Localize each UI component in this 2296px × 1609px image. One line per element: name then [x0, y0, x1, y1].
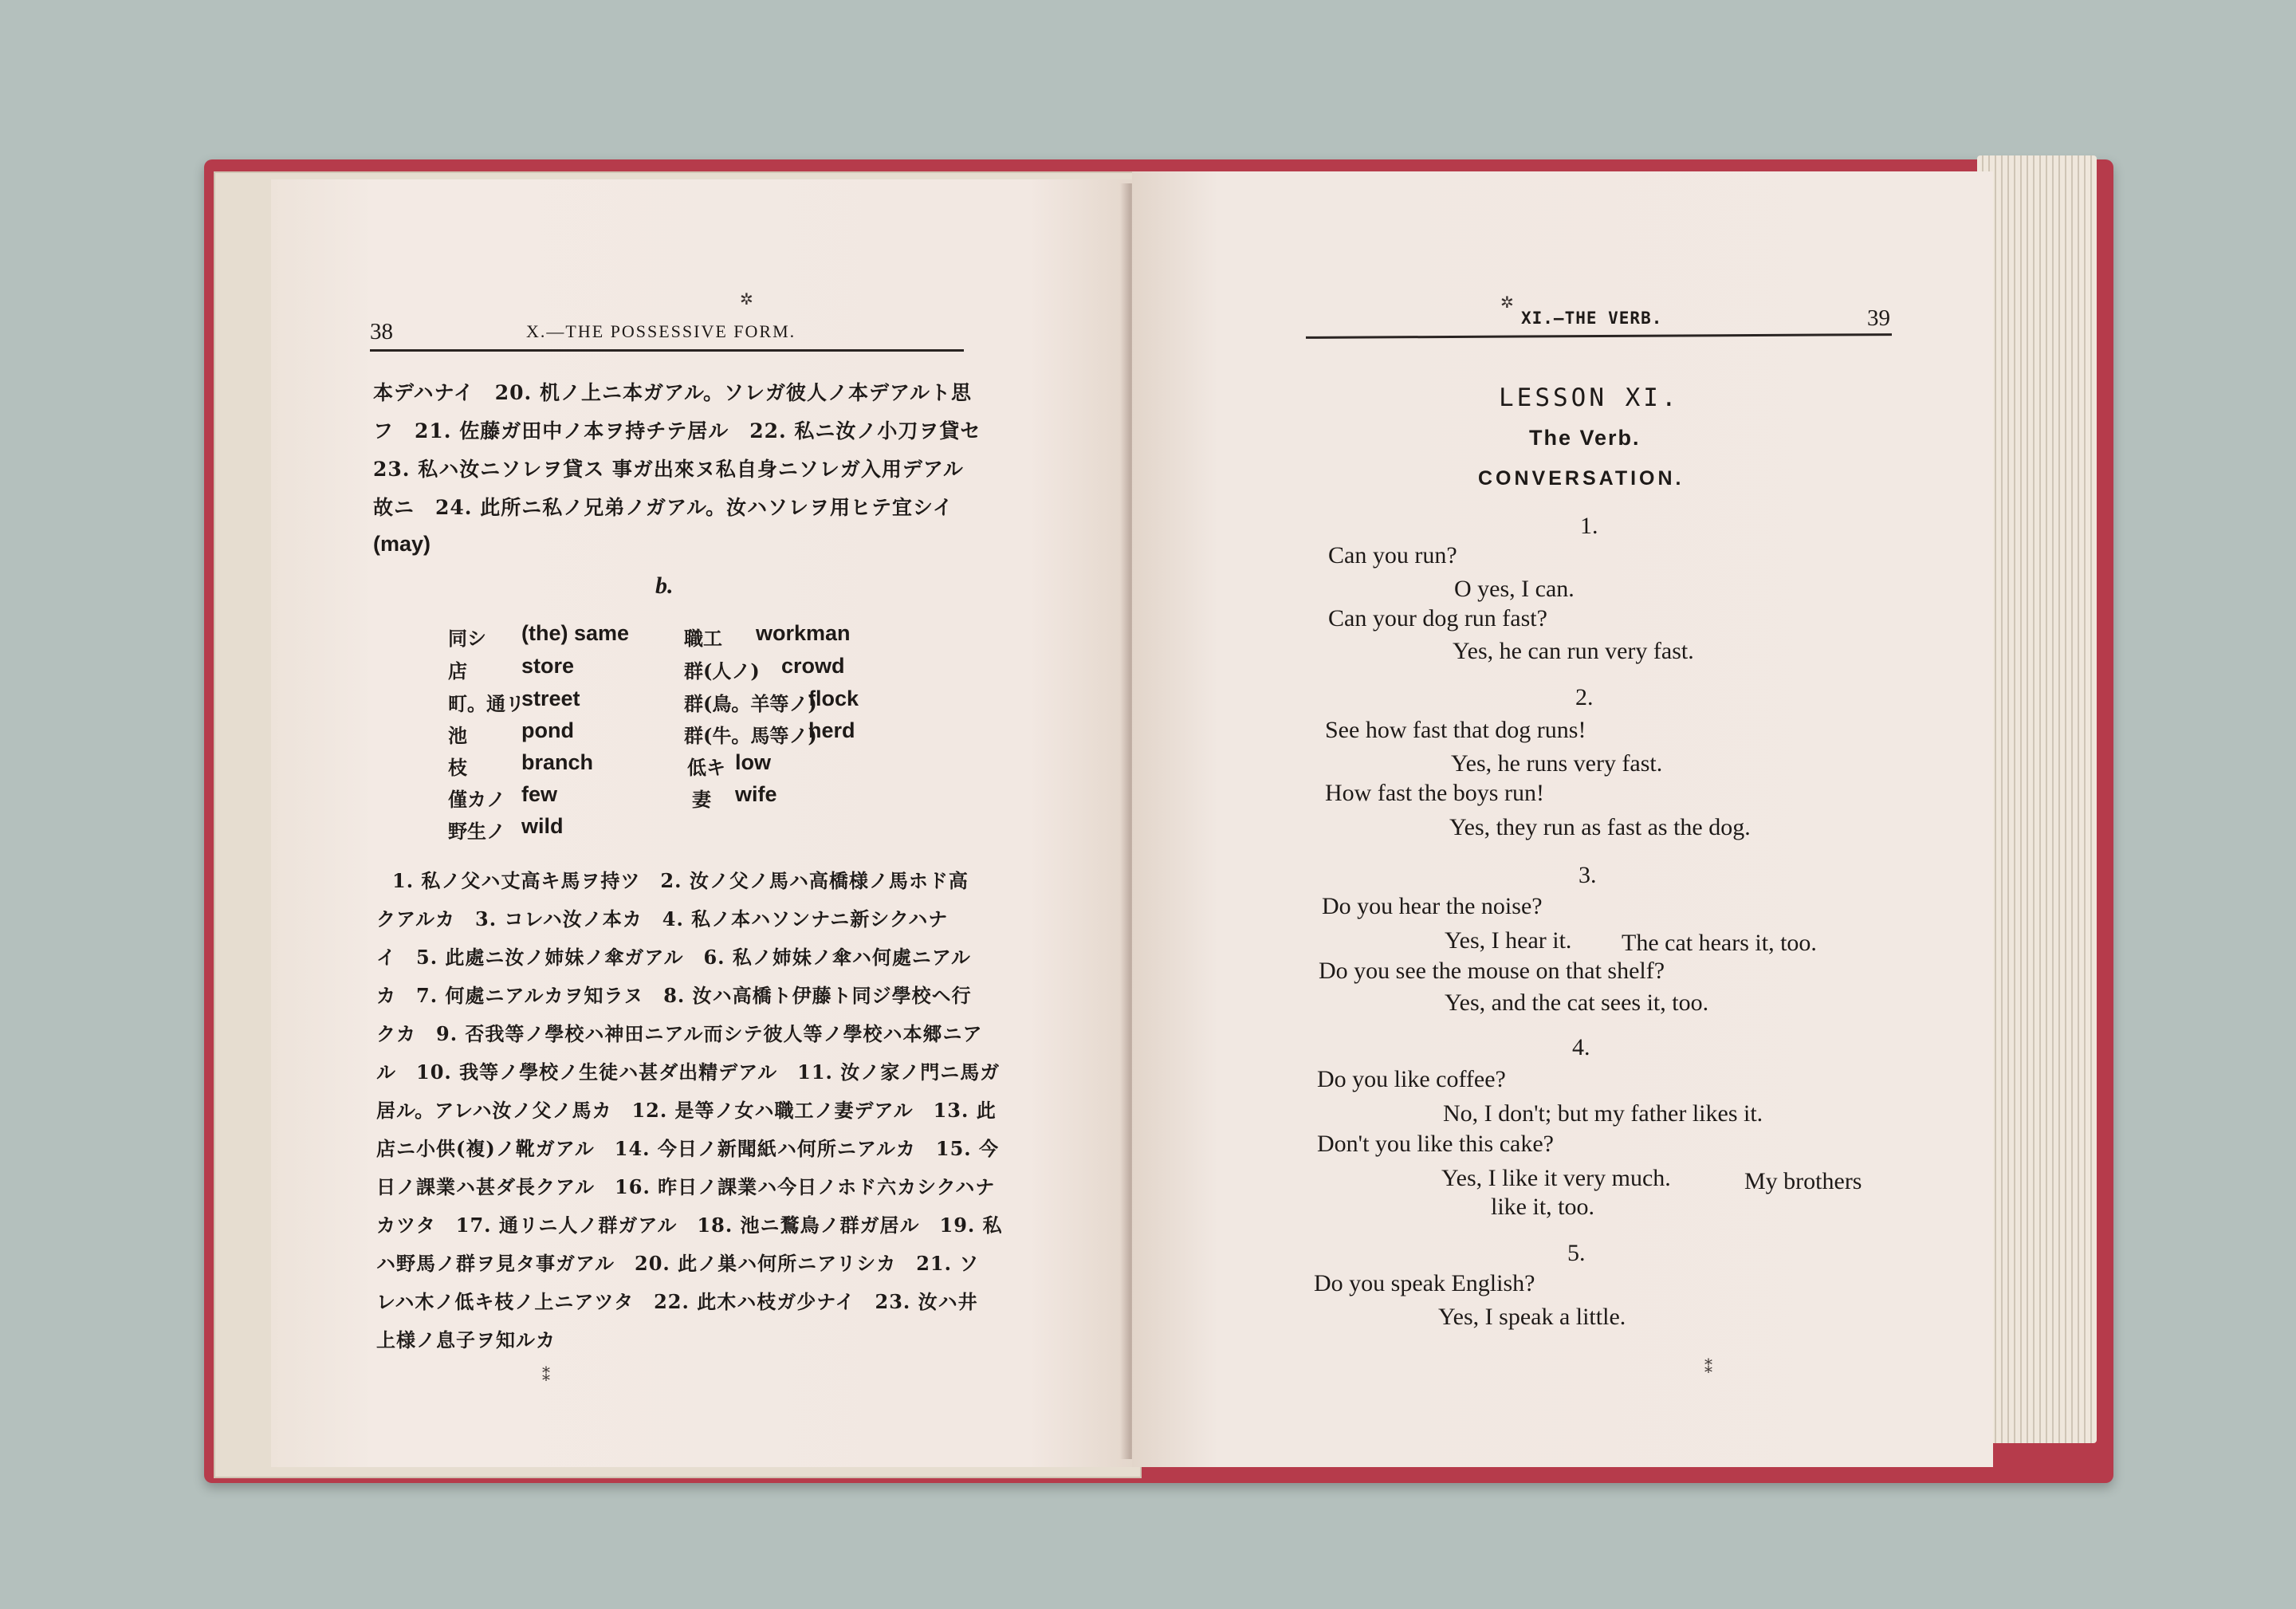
running-head: XI.—THE VERB. [1521, 309, 1663, 328]
text-line: 23. 私ハ汝ニソレヲ貸ス 事ガ出來ヌ私自身ニソレガ入用デアル [373, 458, 964, 481]
dialogue-line: Do you like coffee? [1317, 1066, 1506, 1092]
ink-speck: ⁑ [1704, 1359, 1712, 1377]
dialogue-line: like it, too. [1491, 1194, 1594, 1220]
vocab-jp: 群(牛。馬等ノ) [684, 724, 817, 747]
dialogue-line: No, I don't; but my father likes it. [1443, 1100, 1763, 1127]
exercise-line: クアルカ 3. コレハ汝ノ本カ 4. 私ノ本ハソンナニ新シクハナ [376, 907, 949, 930]
exercise-line: ル 10. 我等ノ學校ノ生徒ハ甚ダ出精デアル 11. 汝ノ家ノ門ニ馬ガ [376, 1060, 1001, 1084]
dialogue-line: Do you see the mouse on that shelf? [1319, 958, 1665, 984]
exchange-number: 5. [1567, 1240, 1586, 1266]
vocab-jp: 同シ [448, 627, 486, 650]
exercise-line: カ 7. 何處ニアルカヲ知ラヌ 8. 汝ハ高橋ト伊藤ト同ジ學校ヘ行 [376, 984, 972, 1007]
vocab-en: workman [756, 621, 851, 645]
vocab-jp: 僅カノ [448, 788, 505, 811]
exchange-number: 2. [1575, 684, 1594, 710]
exercise-line: 居ル。アレハ汝ノ父ノ馬カ 12. 是等ノ女ハ職工ノ妻デアル 13. 此 [376, 1099, 997, 1122]
section-title: CONVERSATION. [1478, 467, 1685, 490]
vocab-en: wild [521, 814, 564, 838]
dialogue-line: Do you hear the noise? [1322, 893, 1543, 919]
dialogue-line: The cat hears it, too. [1622, 930, 1817, 956]
text-line: 故ニ 24. 此所ニ私ノ兄弟ノガアル。汝ハソレヲ用ヒテ宜シイ [373, 496, 953, 519]
dialogue-line: How fast the boys run! [1325, 780, 1544, 806]
exercise-line: 日ノ課業ハ甚ダ長クアル 16. 昨日ノ課業ハ今日ノホド六カシクハナ [376, 1175, 996, 1198]
exercise-line: 1. 私ノ父ハ丈高キ馬ヲ持ツ 2. 汝ノ父ノ馬ハ高橋様ノ馬ホド高 [392, 869, 969, 892]
dialogue-line: Yes, I like it very much. [1441, 1165, 1671, 1191]
exercise-line: カツタ 17. 通リニ人ノ群ガアル 18. 池ニ鶩鳥ノ群ガ居ル 19. 私 [376, 1214, 1003, 1237]
exchange-number: 3. [1578, 862, 1597, 888]
dialogue-line: Yes, I hear it. [1445, 927, 1572, 954]
exchange-number: 1. [1580, 513, 1598, 539]
vocab-en: flock [808, 686, 859, 710]
lesson-subtitle: The Verb. [1529, 426, 1641, 450]
vocab-jp: 群(鳥。羊等ノ) [684, 692, 817, 715]
running-head: X.—THE POSSESSIVE FORM. [526, 321, 796, 341]
dialogue-line: My brothers [1744, 1168, 1862, 1194]
dialogue-line: Can you run? [1328, 542, 1457, 568]
right-page-stack [1977, 155, 2097, 1443]
exercise-line: クカ 9. 否我等ノ學校ハ神田ニアル而シテ彼人等ノ學校ハ本郷ニア [376, 1022, 983, 1045]
vocab-jp: 池 [448, 724, 467, 747]
exercise-line: イ 5. 此處ニ汝ノ姉妹ノ傘ガアル 6. 私ノ姉妹ノ傘ハ何處ニアル [376, 946, 971, 969]
page-number: 39 [1867, 305, 1890, 331]
vocab-en: branch [521, 750, 594, 774]
vocab-en: low [735, 750, 771, 774]
vocab-jp: 町。通リ [448, 692, 525, 715]
dialogue-line: Don't you like this cake? [1317, 1131, 1554, 1157]
ink-speck: ✲ [1500, 294, 1514, 312]
dialogue-line: Yes, he can run very fast. [1453, 638, 1694, 664]
vocab-jp: 店 [448, 659, 467, 683]
ink-speck: ⁑ [542, 1367, 550, 1385]
exercise-line: レハ木ノ低キ枝ノ上ニアツタ 22. 此木ハ枝ガ少ナイ 23. 汝ハ井 [376, 1290, 978, 1313]
text-line: 本デハナイ 20. 机ノ上ニ本ガアル。ソレガ彼人ノ本デアルト思 [373, 381, 972, 404]
vocab-en: herd [808, 718, 855, 742]
dialogue-line: Do you speak English? [1314, 1270, 1535, 1296]
dialogue-line: Yes, they run as fast as the dog. [1449, 814, 1751, 840]
exercise-line: 上様ノ息子ヲ知ルカ [376, 1328, 556, 1351]
vocab-en: store [521, 654, 575, 678]
header-rule [1306, 333, 1892, 339]
vocab-jp: 低キ [687, 756, 725, 779]
vocab-en: wife [735, 782, 777, 806]
left-page [271, 179, 1132, 1467]
dialogue-line: Yes, I speak a little. [1438, 1304, 1626, 1330]
vocab-jp: 職工 [684, 627, 722, 650]
exchange-number: 4. [1572, 1034, 1590, 1060]
vocab-en: pond [521, 718, 574, 742]
text-line: (may) [373, 532, 431, 556]
ink-speck: ✲ [740, 291, 753, 309]
page-number: 38 [370, 319, 393, 344]
exercise-line: ハ野馬ノ群ヲ見タ事ガアル 20. 此ノ巣ハ何所ニアリシカ 21. ソ [376, 1252, 980, 1275]
dialogue-line: Can your dog run fast? [1328, 605, 1547, 631]
vocab-jp: 枝 [448, 756, 467, 779]
dialogue-line: O yes, I can. [1454, 576, 1575, 602]
vocab-en: (the) same [521, 621, 630, 645]
lesson-title: LESSON XI. [1499, 384, 1680, 412]
text-line: フ 21. 佐藤ガ田中ノ本ヲ持チテ居ル 22. 私ニ汝ノ小刀ヲ貸セ [373, 419, 981, 443]
header-rule [370, 349, 964, 352]
exercise-line: 店ニ小供(複)ノ靴ガアル 14. 今日ノ新聞紙ハ何所ニアルカ 15. 今 [376, 1137, 1000, 1160]
right-page [1132, 171, 1993, 1467]
vocab-jp: 妻 [692, 788, 711, 811]
dialogue-line: Yes, he runs very fast. [1451, 750, 1663, 777]
dialogue-line: See how fast that dog runs! [1325, 717, 1586, 743]
dialogue-line: Yes, and the cat sees it, too. [1445, 989, 1709, 1016]
vocab-en: street [521, 686, 580, 710]
section-label: b. [655, 572, 674, 599]
vocab-jp: 群(人ノ) [684, 659, 760, 683]
vocab-en: few [521, 782, 558, 806]
vocab-en: crowd [781, 654, 845, 678]
vocab-jp: 野生ノ [448, 820, 505, 843]
